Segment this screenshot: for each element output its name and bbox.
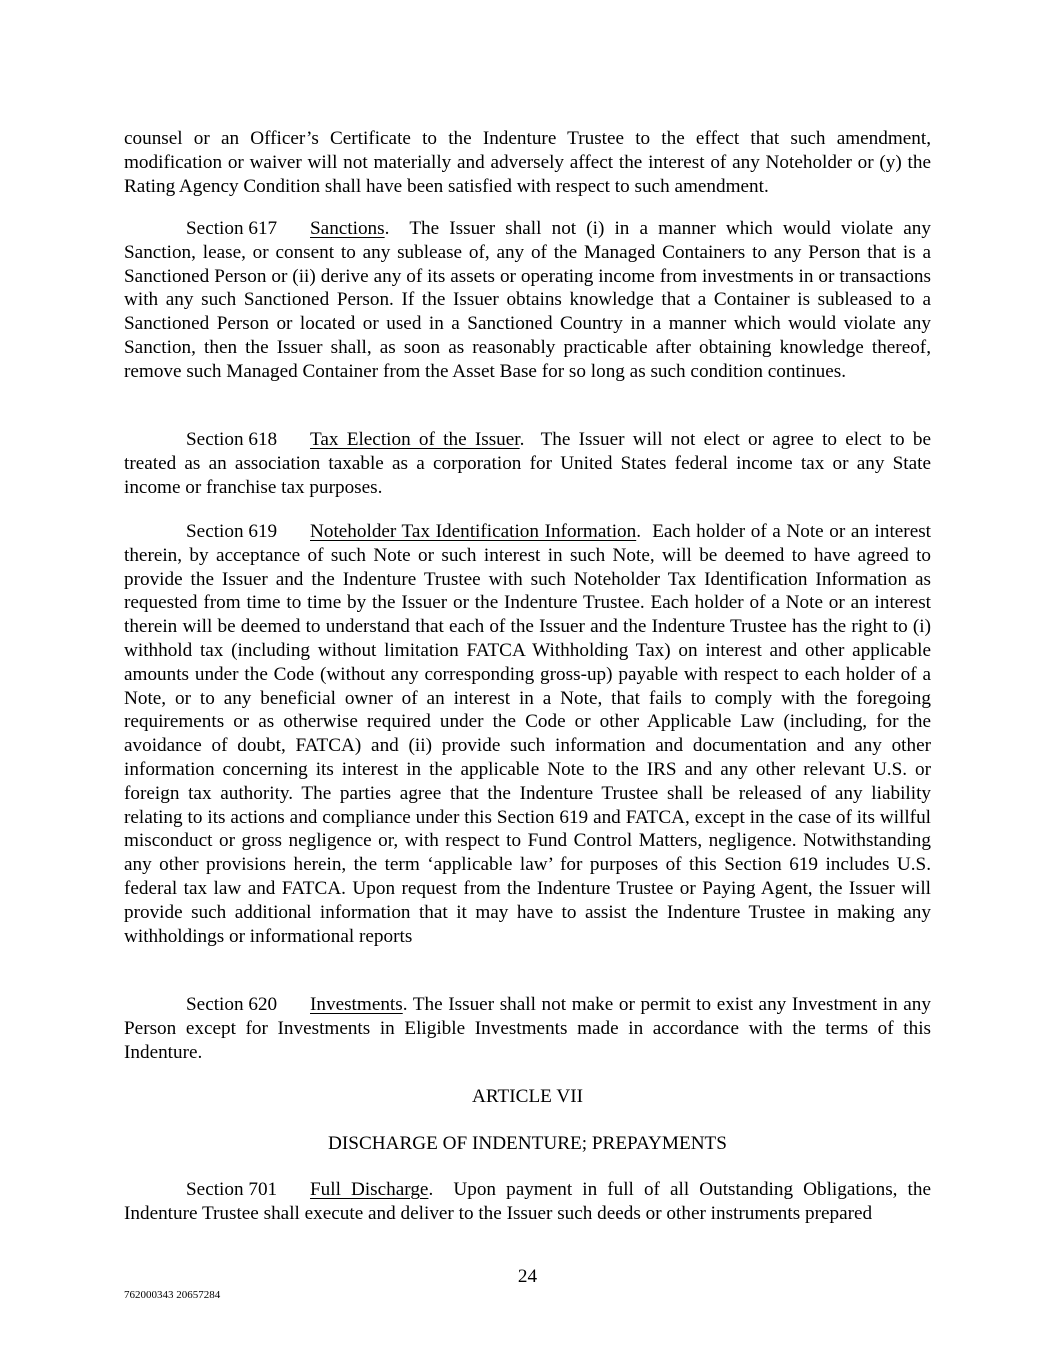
section-701: Section 701 Full Discharge. Upon payment in full of all Outstanding Obligations, the Indenture Trustee shall execute and deliver to the Issuer such deeds or other instruments prepared [124,1179,931,1224]
section-body: Each holder of a Note or an interest therein, by acceptance of such Note or such interest in such Note, will be deemed to have agreed to provide the Issuer and the Indenture Trustee with such Noteholder Tax Identification Information as requested from time to time by the Issuer or the Indenture Trustee. Each holder of a Note or an interest therein will be deemed to understand that each of the Issuer and the Indenture Trustee has the right to (i) withhold tax (including without limitation FATCA Withholding Tax) on interest and other applicable amounts under the Code (without any corresponding gross-up) payable with respect to each holder of a Note, or to any beneficial owner of an interest in a Note, that fails to comply with the foregoing requirements or as otherwise required under the Code or other Applicable Law (including, for the avoidance of doubt, FATCA) and (ii) provide such information and documentation and any other information concerning its interest in the applicable Note to the IRS and any other relevant U.S. or foreign tax authority. The parties agree that the Indenture Trustee shall be released of any liability relating to its actions and compliance under this Section 619 and FATCA, except in the case of its willful misconduct or gross negligence or, with respect to Fund Control Matters, negligence. Notwithstanding any other provisions herein, the term ‘applicable law’ for purposes of this Section 619 includes U.S. federal tax law and FATCA. Upon request from the Indenture Trustee or Paying Agent, the Issuer will provide such additional information that it may have to assist the Indenture Trustee in making any withholdings or informational reports [124,521,932,947]
section-number: Section 617 [186,218,278,239]
section-618: Section 618 Tax Election of the Issuer. The Issuer will not elect or agree to elect to be treated as an association taxable as a corporation for United States federal income tax or any State income or franchise tax purposes. [124,429,931,498]
section-number: Section 701 [186,1179,278,1200]
document-id: 762000343 20657284 [124,1289,221,1301]
section-body: The Issuer shall not (i) in a manner which would violate any Sanction, lease, or consent to any sublease of, any of the Managed Containers to any Person that is a Sanctioned Person or (ii) derive any of its assets or operating income from investments in or transactions with any such Sanctioned Person. If the Issuer obtains knowledge that a Container is subleased to a Sanctioned Person or located or used in a Sanctioned Country in a manner which would violate any Sanction, then the Issuer shall, as soon as reasonably practicable after obtaining knowledge thereof, remove such Managed Container from the Asset Base for so long as such condition continues. [124,218,931,382]
section-title: Full Discharge [310,1179,429,1200]
section-number: Section 619 [186,521,278,542]
section-body: The Issuer shall not make or permit to exist any Investment in any Person except for Investments in Eligible Investments made in accordance with the terms of this Indenture. [124,994,931,1063]
section-617: Section 617 Sanctions. The Issuer shall not (i) in a manner which would violate any Sanction, lease, or consent to any sublease of, any of the Managed Containers to any Person that is a Sanctioned Person or (ii) derive any of its assets or operating income from investments in or transactions with any such Sanctioned Person. If the Issuer obtains knowledge that a Container is subleased to a Sanctioned Person or located or used in a Sanctioned Country in a manner which would violate any Sanction, then the Issuer shall, as soon as reasonably practicable after obtaining knowledge thereof, remove such Managed Container from the Asset Base for so long as such condition continues. [124,218,931,382]
article-heading: ARTICLE VII [472,1086,583,1107]
section-title: Noteholder Tax Identification Information [310,521,637,542]
article-title: DISCHARGE OF INDENTURE; PREPAYMENTS [328,1133,727,1154]
section-title: Investments [310,994,403,1015]
section-619: Section 619 Noteholder Tax Identification Information. Each holder of a Note or an interest therein, by acceptance of such Note or such interest in such Note, will be deemed to have agreed to provide the Issuer and the Indenture Trustee with such Noteholder Tax Identification Information as requested from time to time by the Issuer or the Indenture Trustee. Each holder of a Note or an interest therein will be deemed to understand that each of the Issuer and the Indenture Trustee has the right to (i) withhold tax (including without limitation FATCA Withholding Tax) on interest and other applicable amounts under the Code (without any corresponding gross-up) payable with respect to each holder of a Note, or to any beneficial owner of an interest in a Note, that fails to comply with the foregoing requirements or as otherwise required under the Code or other Applicable Law (including, for the avoidance of doubt, FATCA) and (ii) provide such information and documentation and any other information concerning its interest in the applicable Note to the IRS and any other relevant U.S. or foreign tax authority. The parties agree that the Indenture Trustee shall be released of any liability relating to its actions and compliance under this Section 619 and FATCA, except in the case of its willful misconduct or gross negligence or, with respect to Fund Control Matters, negligence. Notwithstanding any other provisions herein, the term ‘applicable law’ for purposes of this Section 619 includes U.S. federal tax law and FATCA. Upon request from the Indenture Trustee or Paying Agent, the Issuer will provide such additional information that it may have to assist the Indenture Trustee in making any withholdings or informational reports [124,521,932,947]
section-title: Tax Election of the Issuer [310,429,520,450]
section-body: The Issuer will not elect or agree to elect to be treated as an association taxable as a corporation for United States federal income tax or any State income or franchise tax purposes. [124,429,931,498]
page-number: 24 [517,1266,538,1287]
intro-paragraph: counsel or an Officer’s Certificate to the Indenture Trustee to the effect that such amendment, modification or waiver will not materially and adversely affect the interest of any Noteholder or (y) the Rating Agency Condition shall have been satisfied with respect to such amendment. [124,128,931,197]
section-number: Section 620 [186,994,278,1015]
section-620: Section 620 Investments. The Issuer shall not make or permit to exist any Investment in any Person except for Investments in Eligible Investments made in accordance with the terms of this Indenture. [124,994,931,1063]
section-body: Upon payment in full of all Outstanding Obligations, the Indenture Trustee shall execute and deliver to the Issuer such deeds or other instruments prepared [124,1179,931,1224]
section-number: Section 618 [186,429,278,450]
section-title: Sanctions [310,218,385,239]
